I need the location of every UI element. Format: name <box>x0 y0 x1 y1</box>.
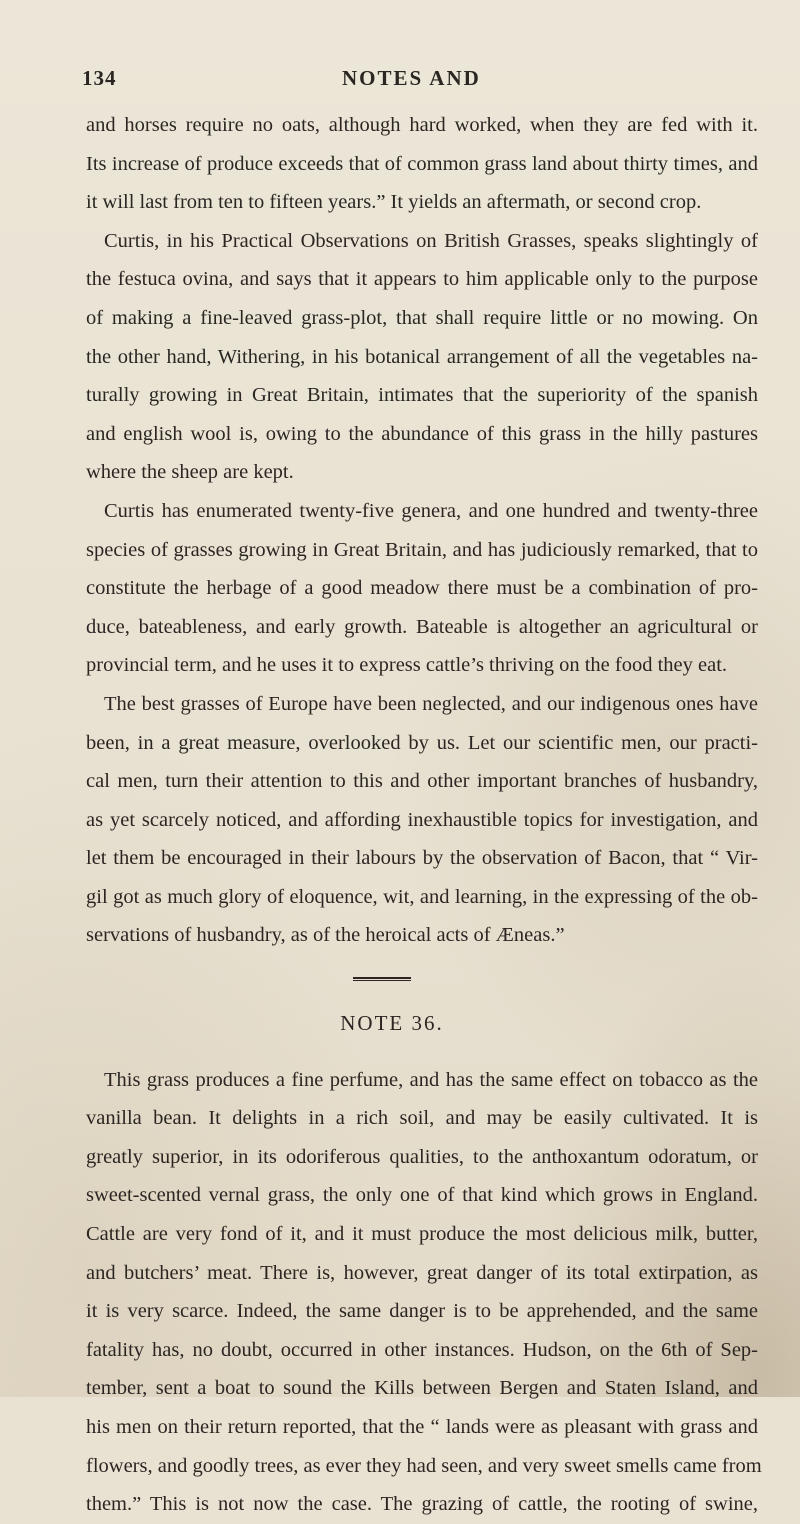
text-line: Curtis has enumerated twenty-five genera, and one hundred and twenty-three <box>104 499 758 522</box>
page-number: 134 <box>82 66 117 90</box>
note-title: NOTE 36. <box>340 1011 444 1036</box>
section-divider <box>353 977 411 982</box>
text-line: provincial term, and he uses it to express cattle’s thriving on the food they eat. <box>86 654 728 677</box>
notes-paragraphs <box>86 106 758 955</box>
text-line: and english wool is, owing to the abundance of this grass in the hilly pastures <box>86 422 758 445</box>
text-line: The best grasses of Europe have been neglected, and our indigenous ones have <box>104 692 758 715</box>
text-line: been, in a great measure, overlooked by us. Let our scientific men, our practi- <box>86 731 758 754</box>
text-line: Cattle are very fond of it, and it must produce the most delicious milk, butter, <box>86 1223 758 1246</box>
body-text <box>86 106 762 1524</box>
text-line: greatly superior, in its odoriferous qualities, to the anthoxantum odoratum, or <box>86 1145 758 1168</box>
text-line: This grass produces a fine perfume, and has the same effect on tobacco as the <box>104 1068 758 1091</box>
text-line: where the sheep are kept. <box>86 461 294 484</box>
text-line: the festuca ovina, and says that it appears to him applicable only to the purpose <box>86 268 758 291</box>
text-line: it will last from ten to fifteen years.” It yields an aftermath, or second crop. <box>86 191 702 214</box>
text-line: the other hand, Withering, in his botanical arrangement of all the vegetables na- <box>86 345 758 368</box>
text-line: servations of husbandry, as of the heroical acts of Æneas.” <box>86 924 565 947</box>
text-line: flowers, and goodly trees, as ever they had seen, and very sweet smells came from <box>86 1454 762 1477</box>
text-line: them.” This is not now the case. The grazing of cattle, the rooting of swine, <box>86 1493 758 1516</box>
text-line: let them be encouraged in their labours by the observation of Bacon, that “ Vir- <box>86 847 758 870</box>
text-line: tember, sent a boat to sound the Kills between Bergen and Staten Island, and <box>86 1377 758 1400</box>
text-line: vanilla bean. It delights in a rich soil, and may be easily cultivated. It is <box>86 1107 758 1130</box>
text-line: turally growing in Great Britain, intimates that the superiority of the spanish <box>86 384 758 407</box>
text-line: and butchers’ meat. There is, however, great danger of its total extirpation, as <box>86 1261 758 1284</box>
text-line: constitute the herbage of a good meadow there must be a combination of pro- <box>86 577 758 600</box>
text-line: as yet scarcely noticed, and affording inexhaustible topics for investigation, and <box>86 808 758 831</box>
text-line: his men on their return reported, that the “ lands were as pleasant with grass and <box>86 1416 758 1438</box>
text-line: fatality has, no doubt, occurred in other instances. Hudson, on the 6th of Sep- <box>86 1338 758 1361</box>
text-line: duce, bateableness, and early growth. Bateable is altogether an agricultural or <box>86 615 758 638</box>
text-line: it is very scarce. Indeed, the same danger is to be apprehended, and the same <box>86 1300 758 1323</box>
running-title: NOTES AND <box>342 66 481 90</box>
text-line: cal men, turn their attention to this and other important branches of husbandry, <box>86 770 758 793</box>
text-line: Its increase of produce exceeds that of common grass land about thirty times, and <box>86 152 758 175</box>
note-36-paragraphs <box>86 1061 762 1524</box>
text-line: gil got as much glory of eloquence, wit, and learning, in the expressing of the ob- <box>86 885 758 908</box>
text-line: of making a fine-leaved grass-plot, that shall require little or no mowing. On <box>86 306 758 329</box>
text-line: and horses require no oats, although hard worked, when they are fed with it. <box>86 114 758 136</box>
text-line: sweet-scented vernal grass, the only one of that kind which grows in England. <box>86 1184 758 1207</box>
text-line: species of grasses growing in Great Britain, and has judiciously remarked, that to <box>86 538 758 561</box>
page-header <box>82 66 718 96</box>
text-line: Curtis, in his Practical Observations on British Grasses, speaks slightingly of <box>104 229 758 252</box>
